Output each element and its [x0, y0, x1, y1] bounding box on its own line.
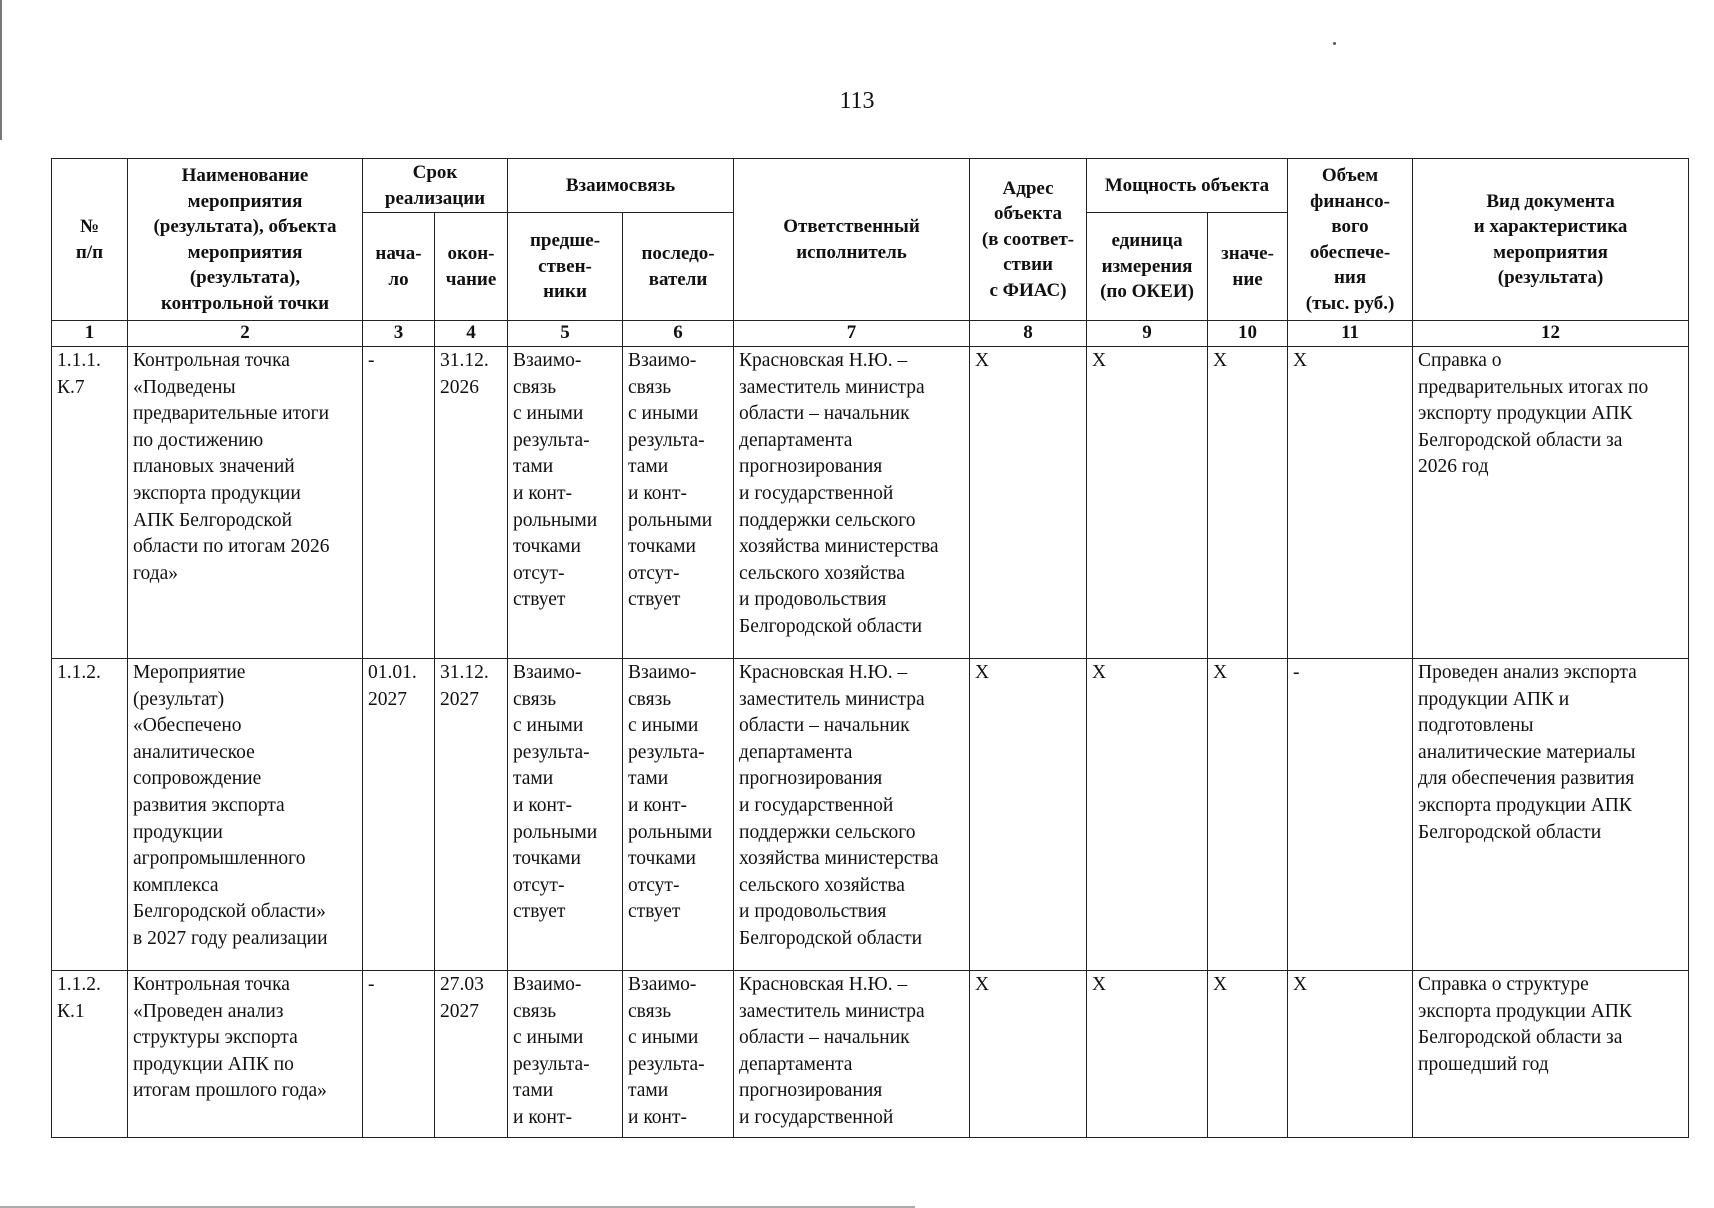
header-responsible: Ответственный исполнитель [734, 159, 970, 321]
table-row [52, 659, 1689, 971]
header-name: Наименование мероприятия (результата), объекта мероприятия (результата), контрольной точки [128, 159, 363, 321]
col-number: 12 [1413, 321, 1689, 347]
header-value: значе- ние [1208, 213, 1288, 321]
cell-value: X [1208, 971, 1288, 1138]
header-finance: Объем финансо- вого обеспече- ния (тыс. руб.) [1288, 159, 1413, 321]
header-predecessors: предше- ствен- ники [508, 213, 623, 321]
scan-speck [1333, 42, 1336, 45]
header-start: нача- ло [363, 213, 435, 321]
header-unit: единица измерения (по ОКЕИ) [1087, 213, 1208, 321]
col-number: 7 [734, 321, 970, 347]
cell-successors: Взаимо- связь с иными результа- тами и конт- [623, 971, 734, 1138]
cell-value: X [1208, 659, 1288, 971]
cell-successors: Взаимо- связь с иными результа- тами и конт- рольными точками отсут- ствует [623, 659, 734, 971]
cell-num: 1.1.2. К.1 [52, 971, 128, 1138]
cell-successors: Взаимо- связь с иными результа- тами и конт- рольными точками отсут- ствует [623, 347, 734, 659]
cell-unit: X [1087, 347, 1208, 659]
header-capacity: Мощность объекта [1087, 159, 1288, 213]
cell-address: X [970, 971, 1087, 1138]
cell-predecessors: Взаимо- связь с иными результа- тами и конт- [508, 971, 623, 1138]
cell-responsible: Красновская Н.Ю. – заместитель министра области – начальник департамента прогнозирования и государственной поддержки сельского хозяйства министерства сельского хозяйства и продовольствия Белгородской области [734, 659, 970, 971]
header-end: окон- чание [435, 213, 508, 321]
scan-edge-line [0, 0, 2, 140]
cell-address: X [970, 659, 1087, 971]
cell-end: 31.12. 2026 [435, 347, 508, 659]
cell-num: 1.1.1. К.7 [52, 347, 128, 659]
col-number: 4 [435, 321, 508, 347]
column-number-row [52, 321, 1689, 347]
cell-finance: - [1288, 659, 1413, 971]
cell-unit: X [1087, 971, 1208, 1138]
cell-name: Контрольная точка «Проведен анализ структуры экспорта продукции АПК по итогам прошлого года» [128, 971, 363, 1138]
cell-responsible: Красновская Н.Ю. – заместитель министра области – начальник департамента прогнозирования и государственной [734, 971, 970, 1138]
cell-address: X [970, 347, 1087, 659]
cell-finance: X [1288, 347, 1413, 659]
cell-predecessors: Взаимо- связь с иными результа- тами и конт- рольными точками отсут- ствует [508, 659, 623, 971]
col-number: 3 [363, 321, 435, 347]
cell-responsible: Красновская Н.Ю. – заместитель министра области – начальник департамента прогнозирования и государственной поддержки сельского хозяйства министерства сельского хозяйства и продовольствия Белгородской области [734, 347, 970, 659]
events-table [51, 158, 1689, 1138]
cell-num: 1.1.2. [52, 659, 128, 971]
table-row [52, 347, 1689, 659]
cell-predecessors: Взаимо- связь с иными результа- тами и конт- рольными точками отсут- ствует [508, 347, 623, 659]
col-number: 5 [508, 321, 623, 347]
cell-name: Мероприятие (результат) «Обеспечено аналитическое сопровождение развития экспорта продукции агропромышленного комплекса Белгородской области» в 2027 году реализации [128, 659, 363, 971]
col-number: 2 [128, 321, 363, 347]
cell-start: - [363, 971, 435, 1138]
table-row [52, 971, 1689, 1138]
cell-end: 31.12. 2027 [435, 659, 508, 971]
cell-doc: Проведен анализ экспорта продукции АПК и подготовлены аналитические материалы для обеспечения развития экспорта продукции АПК Белгородской области [1413, 659, 1689, 971]
cell-value: X [1208, 347, 1288, 659]
cell-end: 27.03 2027 [435, 971, 508, 1138]
col-number: 9 [1087, 321, 1208, 347]
cell-name: Контрольная точка «Подведены предварительные итоги по достижению плановых значений экспорта продукции АПК Белгородской области по итогам 2026 года» [128, 347, 363, 659]
col-number: 6 [623, 321, 734, 347]
cell-finance: X [1288, 971, 1413, 1138]
col-number: 1 [52, 321, 128, 347]
cell-start: - [363, 347, 435, 659]
page-number: 113 [839, 88, 875, 114]
col-number: 10 [1208, 321, 1288, 347]
header-term: Срок реализации [363, 159, 508, 213]
header-relation: Взаимосвязь [508, 159, 734, 213]
header-successors: последо- ватели [623, 213, 734, 321]
cell-unit: X [1087, 659, 1208, 971]
header-row-1 [52, 159, 1689, 213]
cell-doc: Справка о структуре экспорта продукции АПК Белгородской области за прошедший год [1413, 971, 1689, 1138]
col-number: 11 [1288, 321, 1413, 347]
header-address: Адрес объекта (в соответ- ствии с ФИАС) [970, 159, 1087, 321]
cell-doc: Справка о предварительных итогах по экспорту продукции АПК Белгородской области за 2026 год [1413, 347, 1689, 659]
cell-start: 01.01. 2027 [363, 659, 435, 971]
col-number: 8 [970, 321, 1087, 347]
header-num: № п/п [52, 159, 128, 321]
header-doc: Вид документа и характеристика мероприятия (результата) [1413, 159, 1689, 321]
